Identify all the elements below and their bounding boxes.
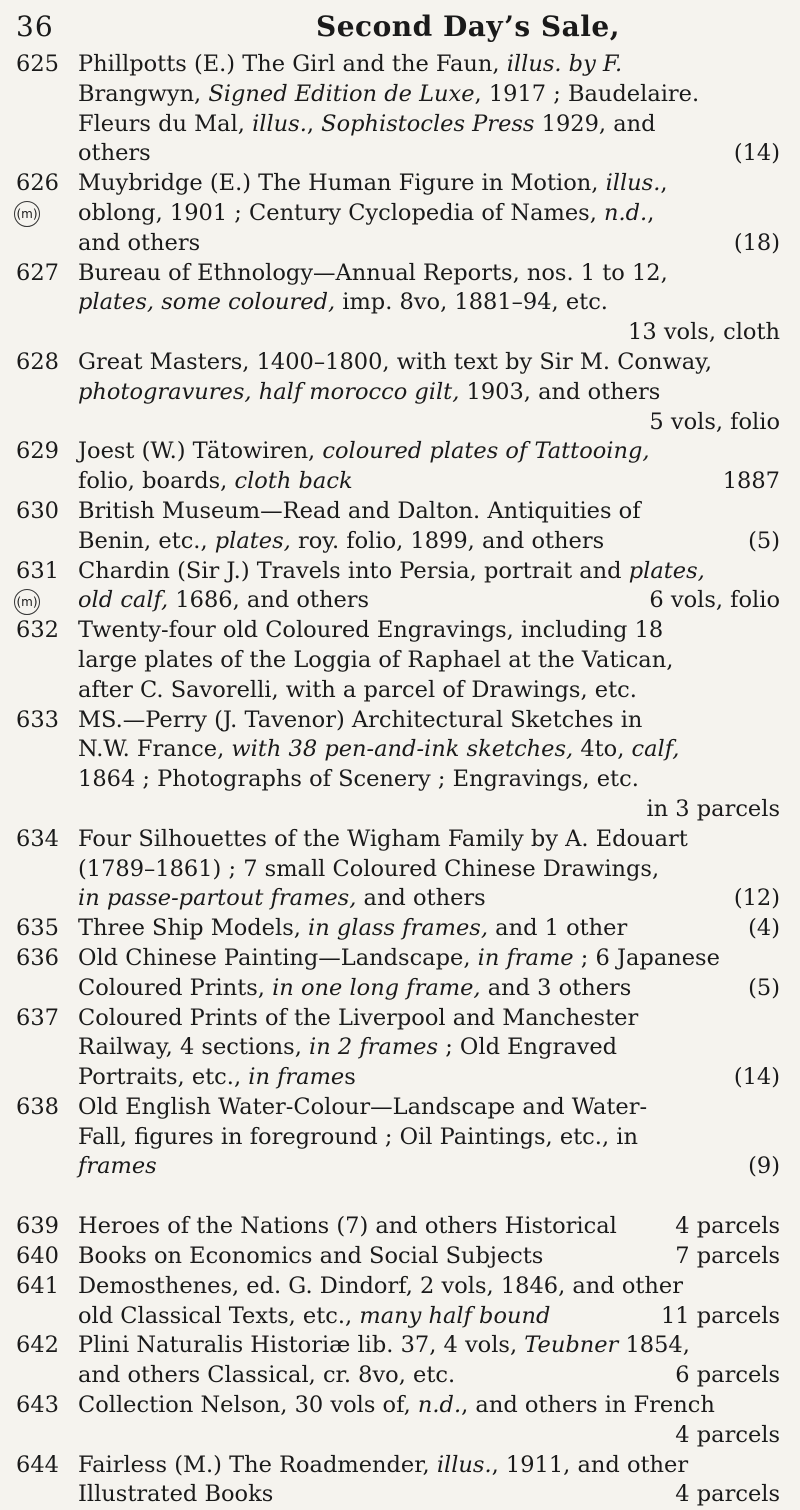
lot-number: 642 (16, 1332, 59, 1359)
lot-text-line: Fleurs du Mal, illus., Sophistocles Press 1929, and (78, 110, 656, 137)
lot-number: 635 (16, 915, 59, 942)
lot-item (16, 1212, 780, 1242)
lot-text-line: Coloured Prints of the Liverpool and Manchester (78, 1004, 639, 1031)
lot-text-line: British Museum—Read and Dalton. Antiquities of (78, 497, 641, 524)
lot-number: 644 (16, 1451, 59, 1478)
lot-text-line: Great Masters, 1400–1800, with text by Sir M. Conway, (78, 348, 712, 375)
lot-number: 633 (16, 706, 59, 733)
lot-item (16, 1004, 780, 1093)
lot-item (16, 1451, 780, 1510)
lot-final-line (78, 527, 780, 557)
lot-text-line: large plates of the Loggia of Raphael at the Vatican, (78, 646, 674, 673)
lot-text-line: Brangwyn, Signed Edition de Luxe, 1917 ; Baudelaire. (78, 80, 700, 107)
lot-text-line: Plini Naturalis Historiæ lib. 37, 4 vols, Teubner 1854, (78, 1332, 690, 1359)
lot-text-line: 1864 ; Photographs of Scenery ; Engravings, etc. (78, 766, 639, 793)
lot-number: 627 (16, 259, 59, 286)
lot-text-line: Twenty-four old Coloured Engravings, including 18 (78, 617, 664, 644)
lot-description (78, 169, 780, 258)
lot-description (78, 1093, 780, 1182)
lot-number: 630 (16, 497, 59, 524)
lot-number: 643 (16, 1392, 59, 1419)
lot-text-line: Phillpotts (E.) The Girl and the Faun, illus. by F. (78, 51, 623, 77)
lot-text-line: Old Chinese Painting—Landscape, in frame ; 6 Japanese (78, 944, 720, 971)
lot-text-line: and others (78, 229, 201, 256)
lot-item (16, 1093, 780, 1182)
lot-final-line (78, 229, 780, 259)
lot-quantity: (12) (733, 885, 780, 912)
lot-quantity: 4 parcels (675, 1481, 780, 1508)
page-header (16, 10, 780, 54)
lot-item (16, 914, 780, 944)
lot-quantity: 6 vols, folio (649, 587, 780, 614)
lot-text-line: Illustrated Books (78, 1481, 274, 1508)
lot-quantity: (4) (748, 915, 780, 942)
lot-text-line: Demosthenes, ed. G. Dindorf, 2 vols, 1846, and other (78, 1272, 683, 1299)
lot-description (78, 348, 780, 437)
lot-description (78, 1331, 780, 1391)
lot-description (78, 1391, 780, 1451)
lot-final-line (78, 884, 780, 914)
lot-text-line: in passe-partout frames, and others (78, 885, 486, 912)
lot-number: 638 (16, 1093, 59, 1120)
lot-item (16, 1331, 780, 1391)
lot-item (16, 348, 780, 437)
lot-text-line: frames (78, 1153, 157, 1180)
lot-text-line: Old English Water-Colour—Landscape and Water- (78, 1093, 648, 1120)
lot-text-line: Joest (W.) Tätowiren, coloured plates of Tattooing, (78, 438, 650, 465)
lot-number: 628 (16, 348, 59, 375)
lot-final-line (78, 1302, 780, 1332)
lot-text-line: Chardin (Sir J.) Travels into Persia, portrait and plates, (78, 557, 705, 584)
lot-text-line: and others Classical, cr. 8vo, etc. (78, 1362, 456, 1389)
lot-final-line (78, 914, 780, 944)
lot-description (78, 914, 780, 944)
handwritten-margin-mark: (m) (14, 589, 40, 615)
lot-final-line (78, 1480, 780, 1510)
lot-number: 640 (16, 1243, 59, 1270)
lot-final-line (78, 139, 780, 169)
lot-final-line (78, 467, 780, 497)
lot-description (78, 50, 780, 169)
page-number: 36 (16, 10, 54, 43)
handwritten-margin-mark: (m) (14, 201, 40, 227)
lot-text-line: old calf, 1686, and others (78, 587, 370, 614)
lot-text-line: Fairless (M.) The Roadmender, illus., 1911, and other (78, 1451, 689, 1478)
lot-quantity: (14) (733, 1064, 780, 1091)
lot-number: 636 (16, 944, 59, 971)
lot-text-line: Bureau of Ethnology—Annual Reports, nos. 1 to 12, (78, 259, 668, 286)
lot-quantity: 5 vols, folio (649, 408, 780, 435)
lot-description (78, 497, 780, 557)
lot-item (16, 1242, 780, 1272)
lot-text-line: Books on Economics and Social Subjects (78, 1243, 544, 1270)
lot-text-line: (1789–1861) ; 7 small Coloured Chinese Drawings, (78, 855, 660, 882)
lot-number: 634 (16, 825, 59, 852)
lot-text-line: oblong, 1901 ; Century Cyclopedia of Names, n.d., (78, 199, 655, 226)
lot-text-line: N.W. France, with 38 pen-and-ink sketches, 4to, calf, (78, 736, 680, 763)
lot-text-line: Railway, 4 sections, in 2 frames ; Old Engraved (78, 1034, 618, 1061)
lot-item (16, 497, 780, 557)
lot-description (78, 1004, 780, 1093)
lot-text-line: MS.—Perry (J. Tavenor) Architectural Sketches in (78, 706, 643, 733)
lot-quantity: 6 parcels (675, 1362, 780, 1389)
lot-item (16, 50, 780, 169)
lot-item (16, 557, 780, 617)
lot-text-line: folio, boards, cloth back (78, 468, 353, 495)
lot-description (78, 1242, 780, 1272)
lot-quantity: 4 parcels (675, 1421, 780, 1448)
lot-text-line: Four Silhouettes of the Wigham Family by A. Edouart (78, 825, 688, 852)
lot-description (78, 706, 780, 825)
lot-quantity: (14) (733, 140, 780, 167)
lot-quantity: 7 parcels (675, 1243, 780, 1270)
lot-item (16, 169, 780, 258)
lot-quantity: in 3 parcels (646, 795, 780, 822)
lot-text-line: Portraits, etc., in frames (78, 1064, 356, 1091)
lot-item (16, 1272, 780, 1332)
lot-text-line: after C. Savorelli, with a parcel of Drawings, etc. (78, 676, 637, 703)
lot-number: 631 (16, 557, 59, 584)
lot-number: 639 (16, 1213, 59, 1240)
lot-item (16, 437, 780, 497)
lot-number: 625 (16, 51, 59, 77)
lot-quantity: 1887 (722, 468, 780, 495)
lot-item (16, 944, 780, 1004)
lot-quantity: (9) (748, 1153, 780, 1180)
lot-item (16, 616, 780, 705)
lot-text-line: old Classical Texts, etc., many half bound (78, 1302, 551, 1329)
lot-description (78, 1451, 780, 1510)
lot-number: 637 (16, 1004, 59, 1031)
running-title: Second Day’s Sale, (316, 10, 620, 43)
lot-text-line: photogravures, half morocco gilt, 1903, and others (78, 378, 661, 405)
lot-description (78, 944, 780, 1004)
lot-list (16, 50, 780, 1510)
lot-description (78, 1272, 780, 1332)
lot-text-line: plates, some coloured, imp. 8vo, 1881–94, etc. (78, 289, 608, 316)
lot-quantity: 4 parcels (675, 1213, 780, 1240)
lot-item (16, 1391, 780, 1451)
lot-number: 629 (16, 438, 59, 465)
lot-item (16, 825, 780, 914)
lot-description (78, 557, 780, 617)
lot-text-line: Three Ship Models, in glass frames, and 1 other (78, 915, 628, 942)
lot-final-line (78, 1361, 780, 1391)
lot-quantity: 11 parcels (660, 1302, 780, 1329)
lot-item (16, 259, 780, 348)
lot-item (16, 706, 780, 825)
lot-final-line (78, 1212, 780, 1242)
lot-text-line: Benin, etc., plates, roy. folio, 1899, and others (78, 527, 605, 554)
lot-text-line: Heroes of the Nations (7) and others Historical (78, 1213, 617, 1240)
lot-description (78, 825, 780, 914)
lot-text-line: Fall, figures in foreground ; Oil Paintings, etc., in (78, 1123, 638, 1150)
lot-number: 626 (16, 170, 59, 197)
lot-description (78, 616, 780, 705)
lot-quantity: (5) (748, 527, 780, 554)
lot-text-line: Muybridge (E.) The Human Figure in Motion, illus., (78, 170, 668, 197)
lot-final-line (78, 1063, 780, 1093)
lot-text-line: Collection Nelson, 30 vols of, n.d., and others in French (78, 1392, 715, 1419)
lot-number: 641 (16, 1272, 59, 1299)
lot-final-line (78, 1152, 780, 1182)
lot-quantity: (5) (748, 974, 780, 1001)
lot-description (78, 259, 780, 348)
lot-quantity: (18) (733, 229, 780, 256)
lot-text-line: Coloured Prints, in one long frame, and 3 others (78, 974, 632, 1001)
lot-text-line: others (78, 140, 151, 167)
lot-final-line (78, 586, 780, 616)
lot-final-line (78, 1242, 780, 1272)
lot-quantity: 13 vols, cloth (628, 319, 780, 346)
lot-number: 632 (16, 617, 59, 644)
lot-description (78, 1212, 780, 1242)
lot-description (78, 437, 780, 497)
lot-final-line (78, 974, 780, 1004)
